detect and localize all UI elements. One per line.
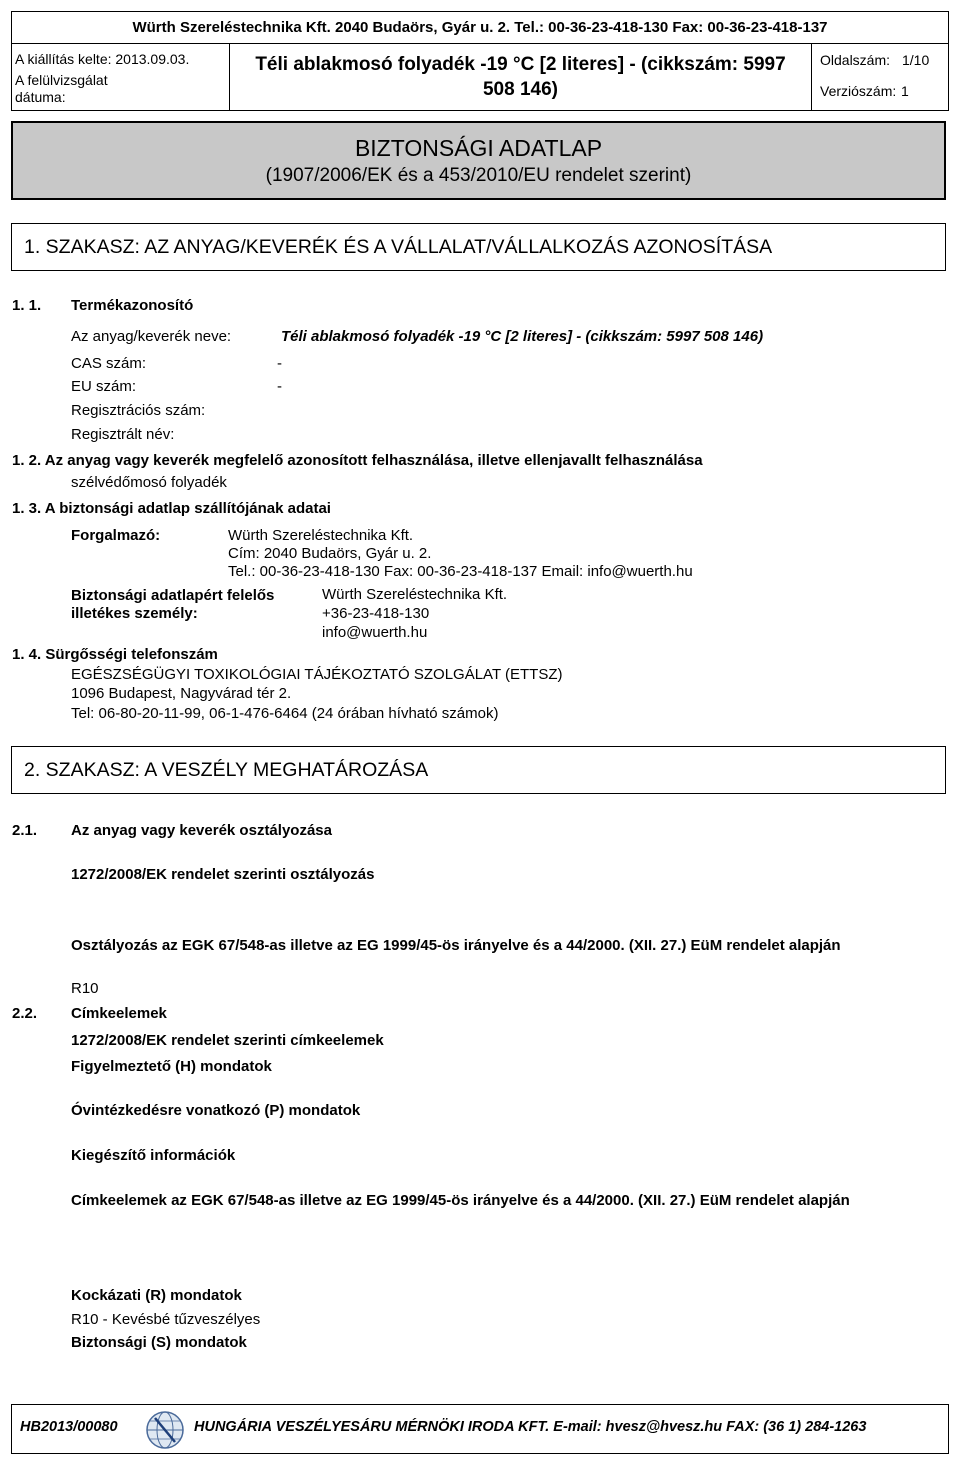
s13-title: 1. 3. A biztonsági adatlap szállítójának adatai [12,500,331,517]
registration-number-label: Regisztrációs szám: [71,402,206,419]
document-title-box [11,121,946,200]
responsible-label-2: illetékes személy: [71,605,198,622]
distributor-label: Forgalmazó: [71,527,161,544]
s-phrases-title: Biztonsági (S) mondatok [71,1334,247,1351]
header-dates [12,44,230,110]
header-product [230,44,812,110]
h-statements: Figyelmeztető (H) mondatok [71,1058,272,1075]
emergency-phone: Tel: 06-80-20-11-99, 06-1-476-6464 (24 órában hívható számok) [71,705,499,722]
header-product-line-2: 508 146) [482,79,558,100]
s11-number: 1. 1. [12,297,42,314]
eu-value: - [277,378,282,395]
page-label: Oldalszám: [820,52,891,68]
document-title: BIZTONSÁGI ADATLAP [354,135,603,161]
review-date-label-2: dátuma: [15,89,66,105]
s22-number: 2.2. [12,1005,38,1022]
clp-labels: 1272/2008/EK rendelet szerinti címkeelemek [71,1032,384,1049]
section1-heading-box [11,223,946,271]
s12-value: szélvédőmosó folyadék [71,474,227,491]
footer-doc-code: HB2013/00080 [20,1419,118,1435]
company-logo-icon [144,1410,186,1450]
footer-issuer: HUNGÁRIA VESZÉLYESÁRU MÉRNÖKI IRODA KFT. E-mail: hvesz@hvesz.hu FAX: (36 1) 284-1263 [194,1419,867,1435]
registered-name-label: Regisztrált név: [71,426,175,443]
egk-labels: Címkeelemek az EGK 67/548-as illetve az EG 1999/45-ös irányelve és a 44/2000. (XII. 27.) EüM rendelet alapján [71,1192,850,1209]
distributor-contact: Tel.: 00-36-23-418-130 Fax: 00-36-23-418-137 Email: info@wuerth.hu [228,563,693,580]
r-phrase: R10 - Kevésbé tűzveszélyes [71,1311,261,1328]
emergency-service: EGÉSZSÉGÜGYI TOXIKOLÓGIAI TÁJÉKOZTATÓ SZOLGÁLAT (ETTSZ) [71,666,563,683]
egk-classification: Osztályozás az EGK 67/548-as illetve az EG 1999/45-ös irányelve és a 44/2000. (XII. 27.) EüM rendelet alapján [71,937,841,954]
clp-classification: 1272/2008/EK rendelet szerinti osztályozás [71,866,375,883]
document-header [11,11,949,111]
document-subtitle: (1907/2006/EK és a 453/2010/EU rendelet szerint) [265,165,692,186]
responsible-email: info@wuerth.hu [322,624,428,641]
s21-title: Az anyag vagy keverék osztályozása [71,822,332,839]
section1-heading: 1. SZAKASZ: AZ ANYAG/KEVERÉK ÉS A VÁLLALAT/VÁLLALKOZÁS AZONOSÍTÁSA [24,236,773,258]
version-value: 1 [901,83,909,99]
page-value: 1/10 [902,52,930,68]
r-code: R10 [71,980,99,997]
s12-title: 1. 2. Az anyag vagy keverék megfelelő azonosított felhasználása, illetve ellenjavallt felhasználása [12,452,703,469]
document-footer [11,1404,949,1454]
version-label: Verziószám: [820,83,897,99]
product-name-label: Az anyag/keverék neve: [71,328,232,345]
r-phrases-title: Kockázati (R) mondatok [71,1287,242,1304]
responsible-label-1: Biztonsági adatlapért felelős [71,587,275,604]
section2-heading-box [11,746,946,794]
product-name-value: Téli ablakmosó folyadék -19 °C [2 literes] - (cikkszám: 5997 508 146) [281,328,764,345]
cas-label: CAS szám: [71,355,147,372]
emergency-address: 1096 Budapest, Nagyvárad tér 2. [71,685,292,702]
section2-heading: 2. SZAKASZ: A VESZÉLY MEGHATÁROZÁSA [24,759,429,781]
responsible-phone: +36-23-418-130 [322,605,430,622]
issue-date: A kiállítás kelte: 2013.09.03. [15,51,190,67]
eu-label: EU szám: [71,378,137,395]
s21-number: 2.1. [12,822,38,839]
review-date-label-1: A felülvizsgálat [15,72,108,88]
responsible-name: Würth Szereléstechnika Kft. [322,586,508,603]
cas-value: - [277,355,282,372]
distributor-address: Cím: 2040 Budaörs, Gyár u. 2. [228,545,432,562]
header-page-info [812,44,948,110]
company-line: Würth Szereléstechnika Kft. 2040 Budaörs, Gyár u. 2. Tel.: 00-36-23-418-130 Fax: 00-36-23-418-137 [12,12,948,44]
p-statements: Óvintézkedésre vonatkozó (P) mondatok [71,1102,361,1119]
distributor-name: Würth Szereléstechnika Kft. [228,527,414,544]
s22-title: Címkeelemek [71,1005,167,1022]
supplementary-info: Kiegészítő információk [71,1147,236,1164]
s11-title: Termékazonosító [71,297,194,314]
header-product-line-1: Téli ablakmosó folyadék -19 °C [2 literes] - (cikkszám: 5997 [255,54,786,75]
s14-title: 1. 4. Sürgősségi telefonszám [12,646,218,663]
